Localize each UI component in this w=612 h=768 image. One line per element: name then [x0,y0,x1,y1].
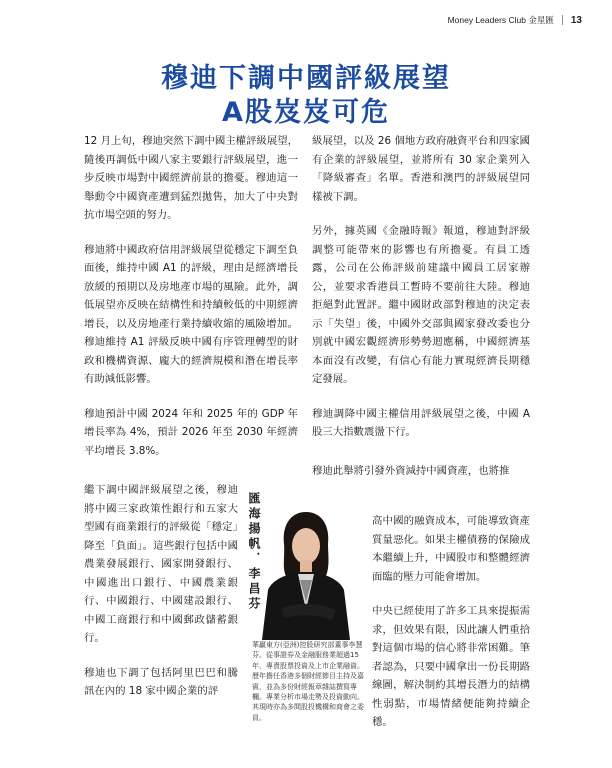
page-header [448,14,582,26]
paragraph: 穆迪調降中國主權信用評級展望之後，中國 A 股三大指數震盪下行。 [312,407,530,438]
right-bottom-column [372,512,530,748]
left-column [84,132,298,476]
paragraph: 12 月上旬，穆迪突然下調中國主權評級展望，隨後再調低中國八家主要銀行評級展望，進一步反映市場對中國經濟前景的擔憂。穆迪這一舉動令中國資產遭到猛烈拋售，加大了中央對抗市場空頭的努力。 [84,135,298,221]
paragraph: 級展望，以及 26 個地方政府融資平台和四家國有企業的評級展望，並將所有 30 家企業列入「降級審查」名單。香港和澳門的評級展望同樣被下調。 [312,135,530,203]
paragraph: 繼下調中國評級展望之後，穆迪將中國三家政策性銀行和五家大型國有商業銀行的評級從「穩定」降至「負面」。這些銀行包括中國農業發展銀行、國家開發銀行、中國進出口銀行、中國農業銀行、中國銀行、中國建設銀行、中國工商銀行和中國郵政儲蓄銀行。 [84,484,238,644]
article-title-line2: A股岌岌可危 [222,97,390,128]
column-name-vertical: 匯海揚帆．李昌芬 [247,492,261,612]
paragraph: 穆迪也下調了包括阿里巴巴和騰訊在內的 18 家中國企業的評 [84,666,238,697]
paragraph: 穆迪將中國政府信用評級展望從穩定下調至負面後，維持中國 A1 的評級，理由是經濟增長放緩的預期以及房地產市場的風險。此外，調低展望亦反映在結構性和持續較低的中期經濟增長，以及房地產行業持續收縮的風險增加。穆迪維持 A1 評級反映中國有序管理轉型的財政和機構資源、龐大的經濟規模和潛在增長率有助減低影響。 [84,243,298,385]
article-title-line1: 穆迪下調中國評級展望 [161,63,451,94]
columnist-bio: 華贏東方(亞洲)控股研究部董事李慧芬。從事證券及金融服務業超過15年，專責股票投資及上市企業融資。歷年擔任香港多個財經節目主持及嘉賓，並為多份財經報章雜誌撰寫專欄。專業分析市場走勢及投資動向。其現時亦為多間股投機構和商會之委員。 [252,641,364,722]
magazine-name: Money Leaders Club 金星匯 [447,15,554,25]
paragraph: 另外，據英國《金融時報》報道，穆迪對評級調整可能帶來的影響也有所擔憂。有員工透露，公司在公佈評級前建議中國員工居家辦公，並要求香港員工暫時不要前往大陸。穆迪拒絕對此置評。繼中國財政部對穆迪的決定表示「失望」後，中國外交部與國家發改委也分別就中國宏觀經濟形勢勢迴應稱，中國經濟基本面沒有改變，有信心有能力實現經濟長期穩定發展。 [312,225,530,385]
page-number: 13 [570,14,582,26]
left-bottom-column [84,481,238,717]
paragraph: 高中國的融資成本，可能導致資產質量惡化。如果主權債務的保險成本繼續上升，中國股市和整體經濟面臨的壓力可能會增加。 [372,515,530,583]
right-column [312,132,530,458]
right-lead-line: 穆迪此舉將引發外資減持中國資產，也將推 [312,465,510,477]
paragraph: 中央已經使用了許多工具來提振需求，但效果有限，因此讓人們重拾對這個市場的信心將非常困難。筆者認為，只要中國拿出一份長期路線圖，解決制約其增長潛力的結構性弱點，市場情緒便能夠持續企穩。 [372,605,530,728]
header-divider [562,15,563,25]
paragraph: 穆迪預計中國 2024 年和 2025 年的 GDP 年增長率為 4%，預計 2026 年至 2030 年經濟平均增長 3.8%。 [84,407,298,457]
